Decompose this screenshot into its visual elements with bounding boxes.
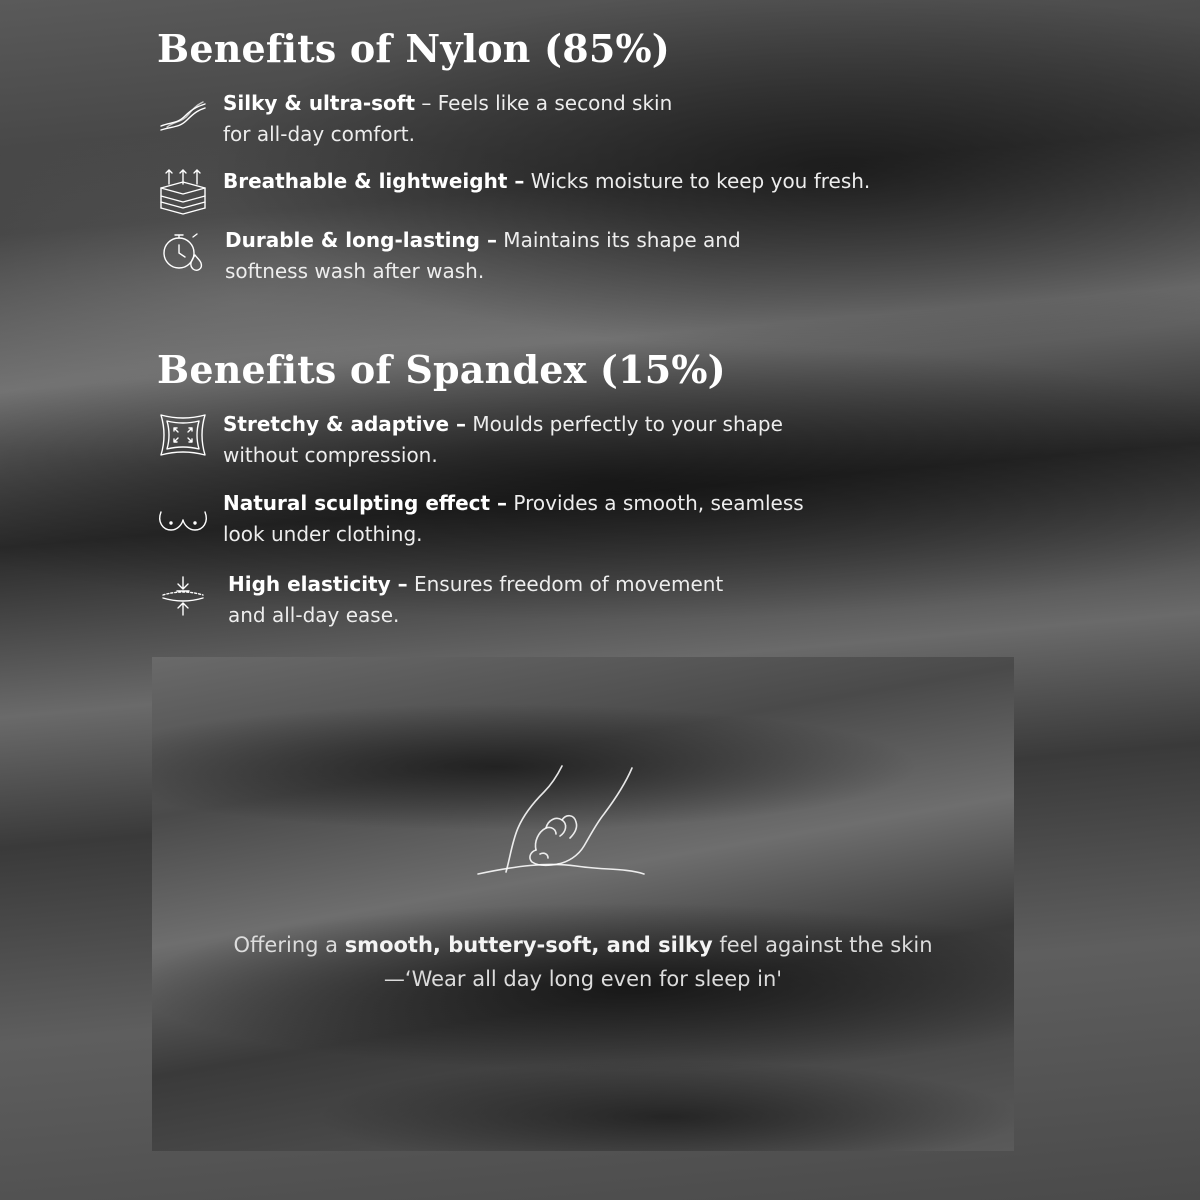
caption-text-bold: smooth, buttery-soft, and silky bbox=[344, 933, 713, 957]
fabric-swatch-panel bbox=[152, 657, 1014, 1151]
benefit-description: Ensures freedom of movement bbox=[407, 572, 724, 596]
swatch-caption bbox=[152, 928, 1014, 962]
benefit-description: Provides a smooth, seamless bbox=[507, 491, 804, 515]
nylon-benefit-durable bbox=[157, 225, 741, 287]
hand-touch-icon bbox=[476, 762, 646, 886]
benefit-heading: Silky & ultra-soft bbox=[223, 91, 416, 115]
caption-text-post: feel against the skin bbox=[712, 933, 933, 957]
stopwatch-drop-icon bbox=[157, 225, 209, 277]
spandex-section-title: Benefits of Spandex (15%) bbox=[157, 347, 726, 392]
spandex-benefit-stretchy bbox=[157, 409, 783, 471]
spandex-benefit-sculpting bbox=[157, 488, 804, 550]
spandex-benefit-elasticity bbox=[157, 569, 723, 631]
benefit-heading: Stretchy & adaptive – bbox=[223, 412, 467, 436]
breathable-layers-icon bbox=[157, 166, 209, 218]
benefit-heading: Natural sculpting effect – bbox=[223, 491, 508, 515]
benefit-description-line2: look under clothing. bbox=[223, 522, 423, 546]
benefit-description: – Feels like a second skin bbox=[415, 91, 673, 115]
benefit-description-line2: and all-day ease. bbox=[228, 603, 400, 627]
benefit-description-line2: without compression. bbox=[223, 443, 438, 467]
benefit-description: Wicks moisture to keep you fresh. bbox=[524, 169, 871, 193]
bust-outline-icon bbox=[157, 488, 209, 540]
nylon-benefit-breathable bbox=[157, 166, 870, 218]
swatch-caption-quote: —‘Wear all day long even for sleep in' bbox=[383, 967, 783, 991]
benefit-description-line2: softness wash after wash. bbox=[225, 259, 485, 283]
benefit-description-line2: for all-day comfort. bbox=[223, 122, 416, 146]
benefit-heading: Breathable & lightweight – bbox=[223, 169, 525, 193]
benefit-heading: High elasticity – bbox=[228, 572, 408, 596]
nylon-section-title: Benefits of Nylon (85%) bbox=[157, 26, 670, 71]
silk-ribbon-icon bbox=[157, 88, 209, 140]
nylon-benefit-silky bbox=[157, 88, 672, 150]
benefit-heading: Durable & long-lasting – bbox=[225, 228, 497, 252]
compression-arrows-icon bbox=[157, 569, 209, 621]
caption-text-pre: Offering a bbox=[233, 933, 345, 957]
benefit-description: Moulds perfectly to your shape bbox=[466, 412, 783, 436]
stretch-frame-icon bbox=[157, 409, 209, 461]
benefit-description: Maintains its shape and bbox=[496, 228, 741, 252]
